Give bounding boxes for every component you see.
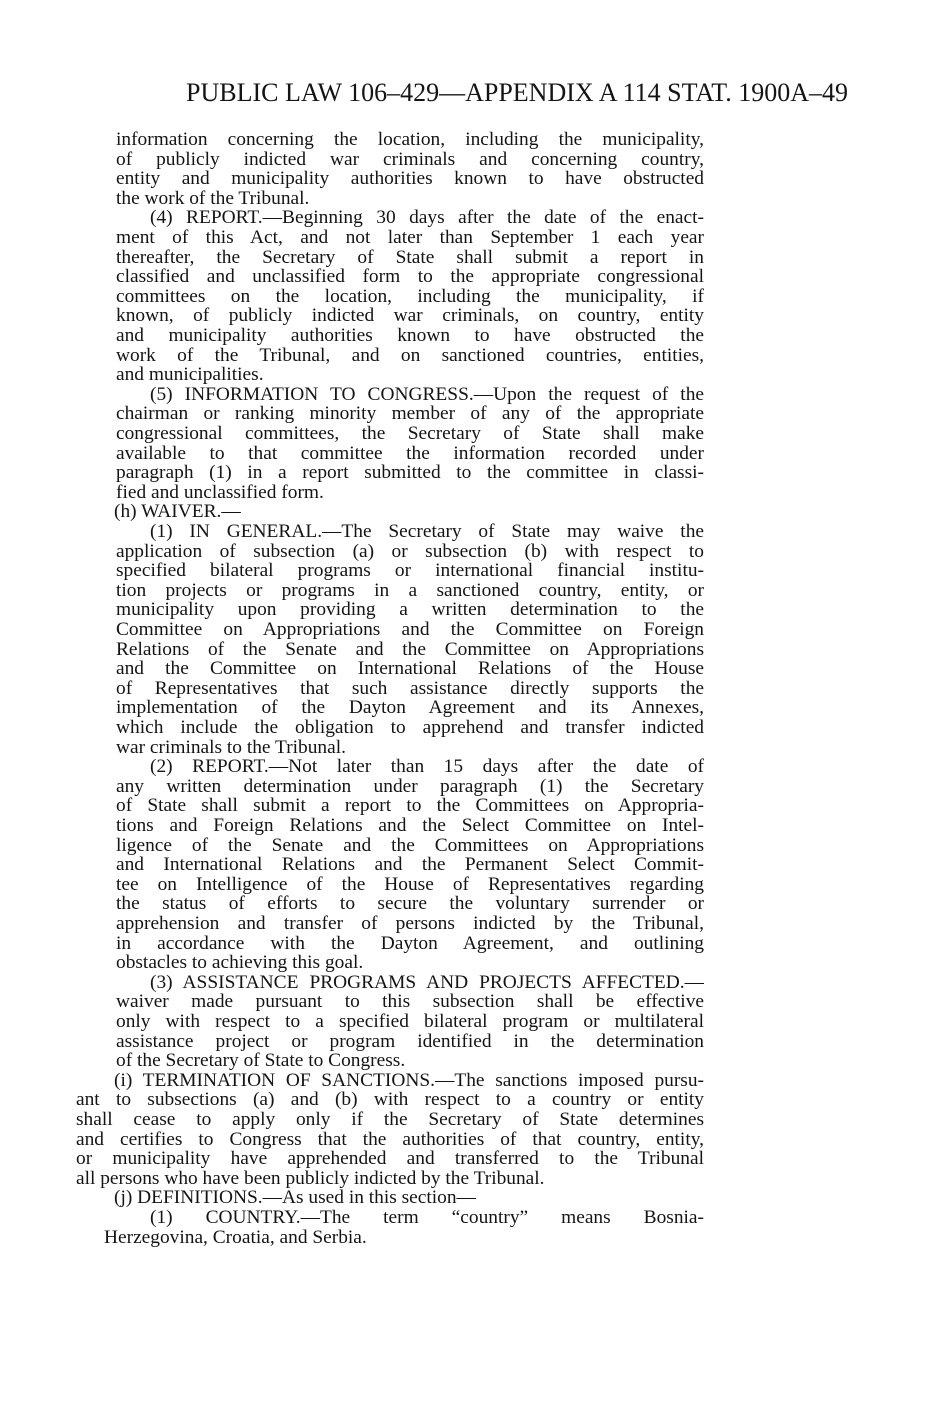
- text-line: tee on Intelligence of the House of Representatives regarding: [116, 874, 704, 895]
- text-line: committees on the location, including the municipality, if: [116, 286, 704, 307]
- text-line: work of the Tribunal, and on sanctioned countries, entities,: [116, 345, 704, 366]
- text-line: the status of efforts to secure the voluntary surrender or: [116, 894, 704, 915]
- text-line: thereafter, the Secretary of State shall submit a report in: [116, 247, 704, 268]
- text-line: of the Secretary of State to Congress.: [116, 1050, 406, 1072]
- text-line: (h) WAIVER.—: [114, 501, 241, 523]
- text-line: tion projects or programs in a sanctioned country, entity, or: [116, 580, 704, 601]
- text-line: and the Committee on International Relations of the House: [116, 659, 704, 680]
- text-line: of Representatives that such assistance directly supports the: [116, 678, 704, 699]
- text-line: of publicly indicted war criminals and concerning country,: [116, 149, 704, 170]
- text-line: in accordance with the Dayton Agreement, and outlining: [116, 933, 704, 954]
- text-line: the work of the Tribunal.: [116, 187, 310, 209]
- text-line: assistance project or program identified in the determination: [116, 1031, 704, 1052]
- text-line: entity and municipality authorities known to have obstructed: [116, 169, 704, 190]
- running-head: PUBLIC LAW 106–429—APPENDIX A: [186, 78, 618, 107]
- text-line: all persons who have been publicly indicted by the Tribunal.: [76, 1167, 545, 1189]
- text-line: municipality upon providing a written determination to the: [116, 600, 704, 621]
- text-line: war criminals to the Tribunal.: [116, 736, 346, 758]
- page-header: [186, 76, 848, 110]
- text-line: available to that committee the information recorded under: [116, 443, 704, 464]
- text-line: congressional committees, the Secretary of State shall make: [116, 424, 704, 444]
- text-line: specified bilateral programs or international financial institu-: [116, 561, 704, 582]
- text-line: (j) DEFINITIONS.—As used in this section—: [114, 1187, 476, 1209]
- text-line: Committee on Appropriations and the Committee on Foreign: [116, 620, 704, 640]
- text-line: (4) REPORT.—Beginning 30 days after the date of the enact-: [150, 208, 704, 229]
- text-line: or municipality have apprehended and transferred to the Tribunal: [76, 1149, 704, 1170]
- text-line: tions and Foreign Relations and the Select Committee on Intel-: [116, 816, 704, 836]
- text-line: Herzegovina, Croatia, and Serbia.: [104, 1226, 367, 1248]
- text-line: information concerning the location, including the municipality,: [116, 130, 704, 150]
- text-line: shall cease to apply only if the Secretary of State determines: [76, 1110, 704, 1130]
- text-line: ant to subsections (a) and (b) with respect to a country or entity: [76, 1090, 704, 1111]
- text-line: of State shall submit a report to the Committees on Appropria-: [116, 796, 704, 817]
- text-line: apprehension and transfer of persons indicted by the Tribunal,: [116, 914, 704, 934]
- text-line: obstacles to achieving this goal.: [116, 952, 364, 974]
- text-line: Relations of the Senate and the Committee on Appropriations: [116, 639, 704, 660]
- text-line: known, of publicly indicted war criminals, on country, entity: [116, 306, 704, 327]
- text-line: (1) COUNTRY.—The term “country” means Bosnia-: [150, 1208, 704, 1228]
- text-line: which include the obligation to apprehend and transfer indicted: [116, 718, 704, 738]
- text-line: and municipality authorities known to have obstructed the: [116, 326, 704, 346]
- text-line: waiver made pursuant to this subsection shall be effective: [116, 992, 704, 1013]
- text-line: classified and unclassified form to the appropriate congressional: [116, 267, 704, 288]
- text-line: and municipalities.: [116, 364, 264, 386]
- text-line: chairman or ranking minority member of any of the appropriate: [116, 404, 704, 425]
- text-line: and certifies to Congress that the authorities of that country, entity,: [76, 1129, 704, 1150]
- statute-page-number: 114 STAT. 1900A–49: [622, 78, 848, 107]
- text-line: implementation of the Dayton Agreement and its Annexes,: [116, 698, 704, 719]
- text-line: ligence of the Senate and the Committees on Appropriations: [116, 835, 704, 856]
- text-line: any written determination under paragraph (1) the Secretary: [116, 776, 704, 797]
- text-line: (2) REPORT.—Not later than 15 days after the date of: [150, 757, 704, 778]
- text-line: (5) INFORMATION TO CONGRESS.—Upon the request of the: [150, 384, 704, 405]
- text-line: only with respect to a specified bilateral program or multilateral: [116, 1012, 704, 1032]
- text-line: (i) TERMINATION OF SANCTIONS.—The sanctions imposed pursu-: [114, 1070, 704, 1091]
- text-line: (3) ASSISTANCE PROGRAMS AND PROJECTS AFFECTED.—: [150, 972, 704, 993]
- text-line: (1) IN GENERAL.—The Secretary of State may waive the: [150, 522, 704, 542]
- text-line: and International Relations and the Permanent Select Commit-: [116, 855, 704, 876]
- text-line: ment of this Act, and not later than September 1 each year: [116, 228, 704, 248]
- text-line: fied and unclassified form.: [116, 481, 324, 503]
- text-line: application of subsection (a) or subsection (b) with respect to: [116, 541, 704, 562]
- text-line: paragraph (1) in a report submitted to the committee in classi-: [116, 463, 704, 484]
